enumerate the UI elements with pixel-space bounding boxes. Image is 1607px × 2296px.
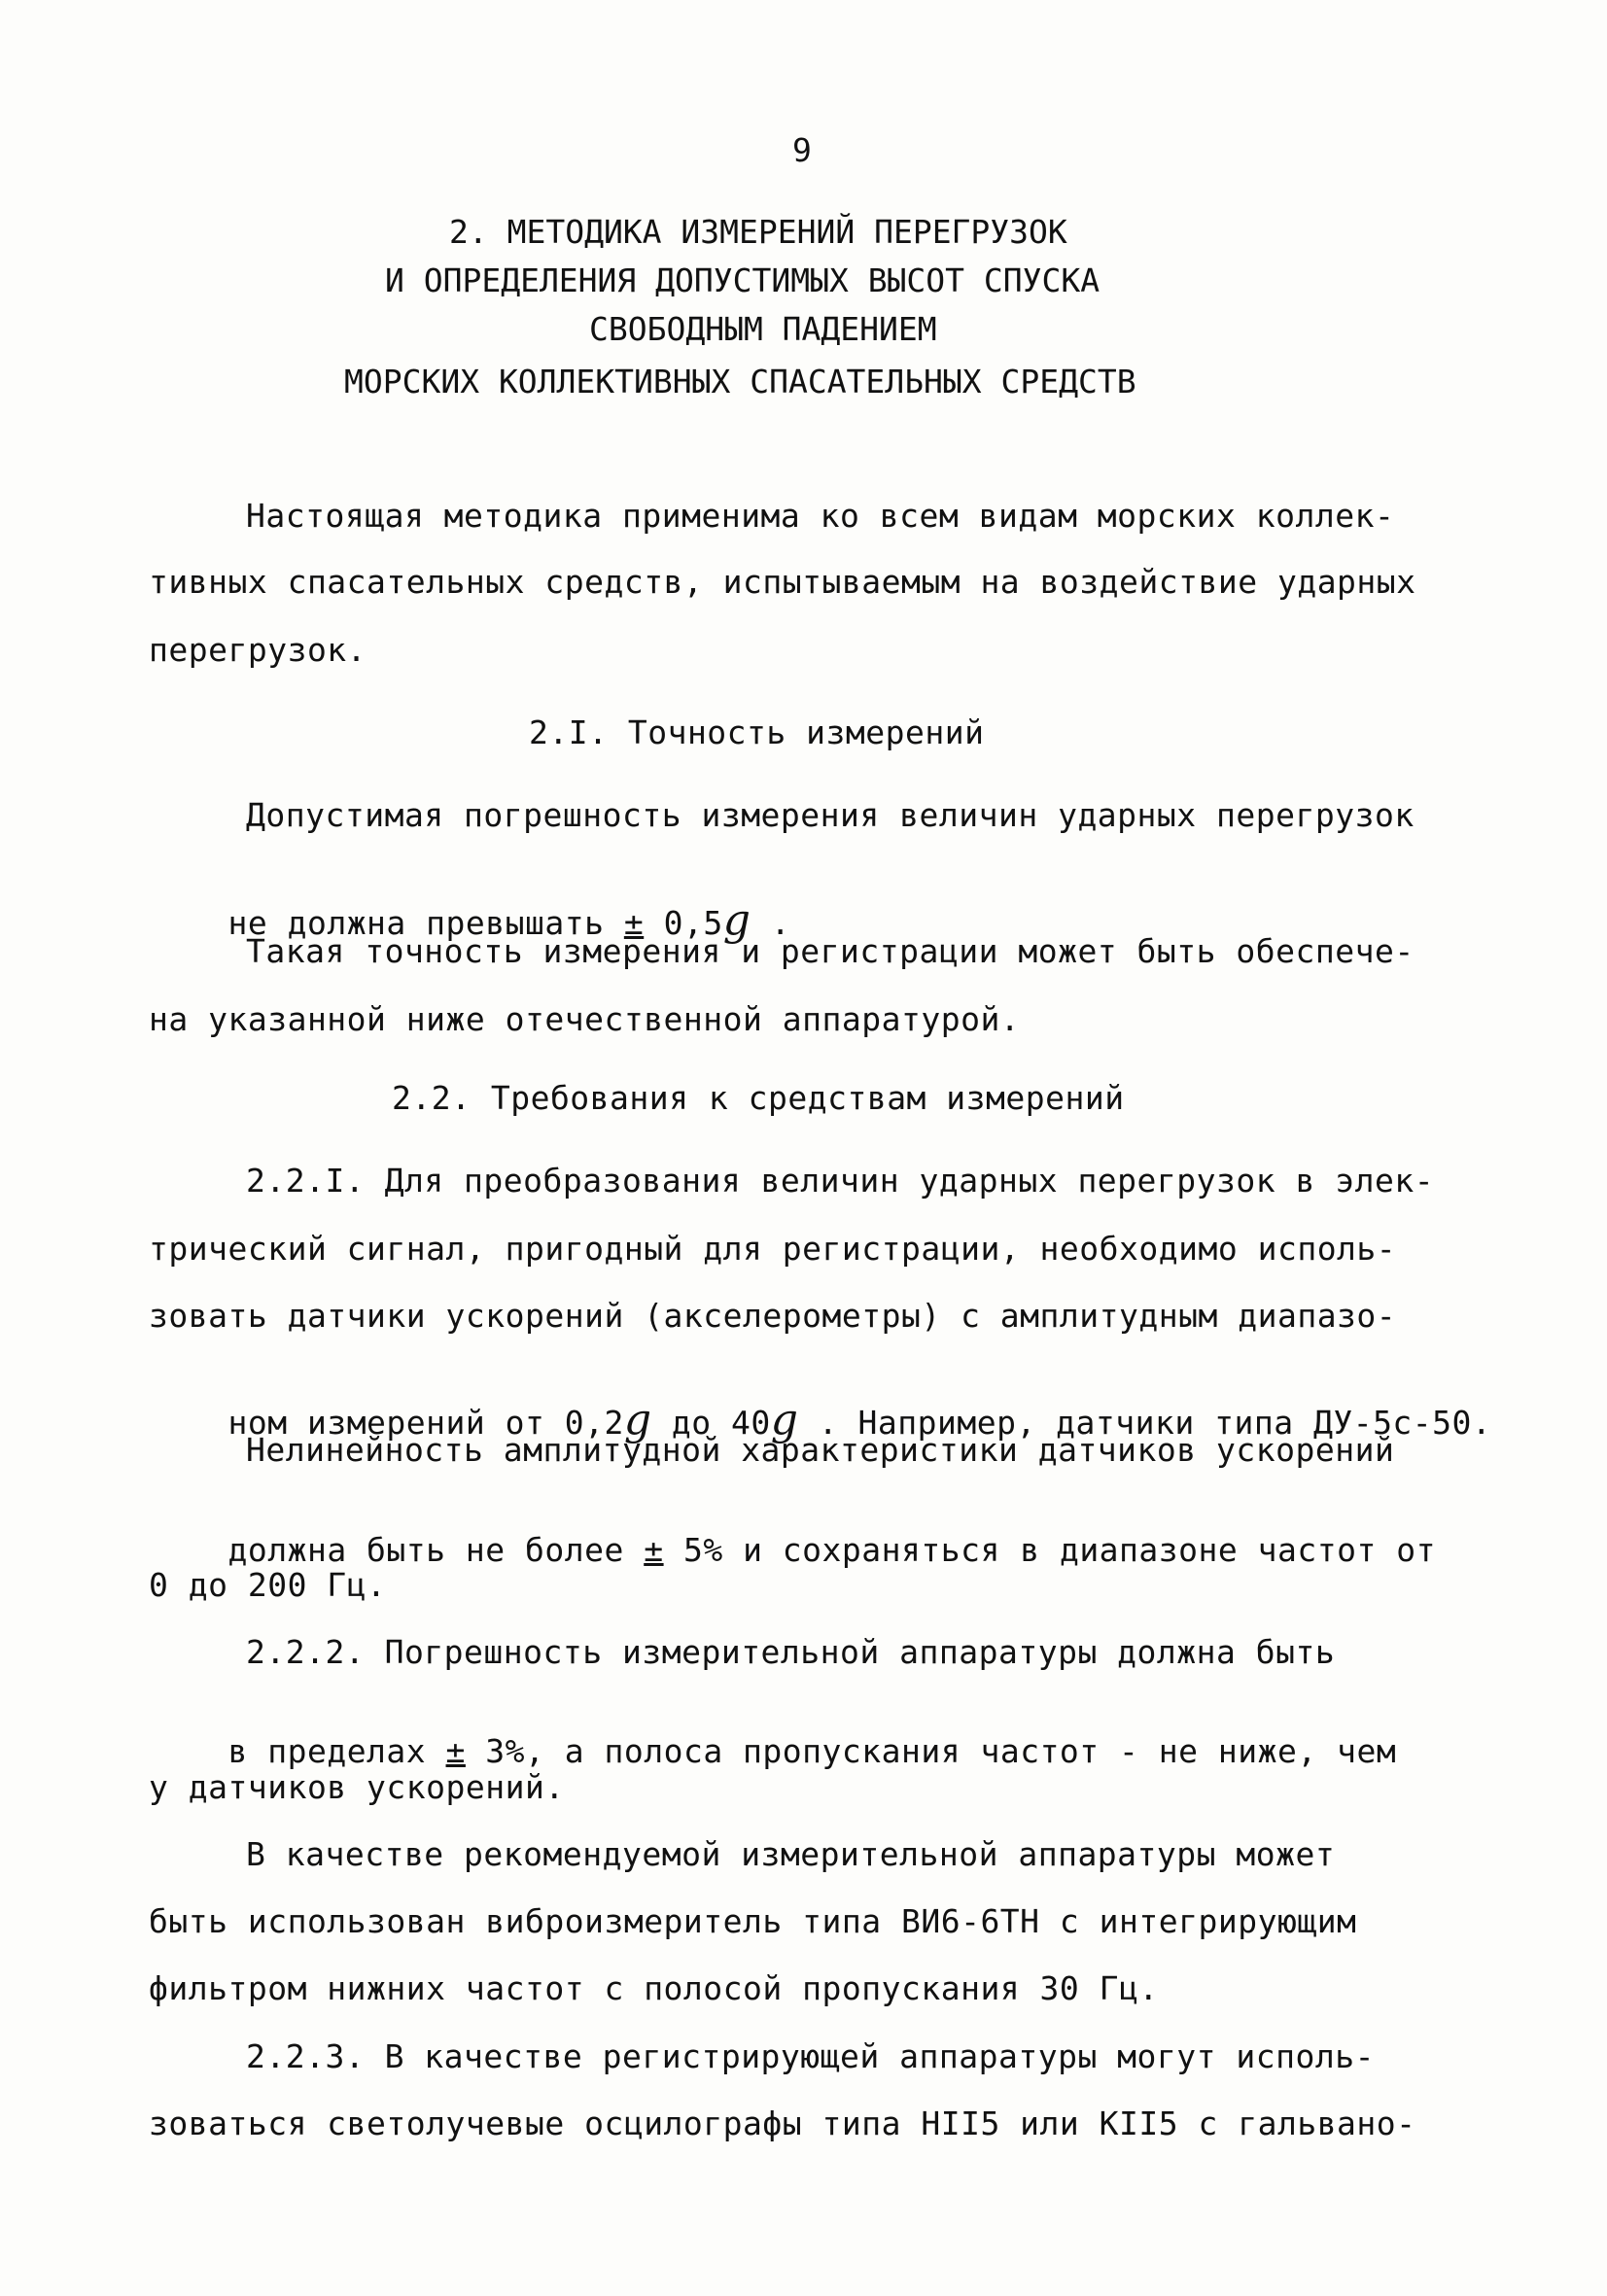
s22-p5-line-1: 2.2.3. В качестве регистрирующей аппаратуры могут исполь- xyxy=(246,2037,1375,2075)
s22-text: 3%, а полоса пропускания частот - не ниже, чем xyxy=(465,1732,1397,1770)
page-number: 9 xyxy=(792,131,813,169)
s22-text-a: ном измерений от 0,2 xyxy=(227,1404,624,1442)
s22-text: должна быть не более xyxy=(227,1531,645,1569)
plus-minus-sign: ± xyxy=(445,1732,466,1770)
section-2-1-title: 2.I. Точность измерений xyxy=(529,713,985,751)
g-unit: g xyxy=(770,1395,799,1444)
s22-p4-line-3: фильтром нижних частот с полосой пропускания 30 Гц. xyxy=(149,1969,1159,2007)
g-unit: g xyxy=(623,1395,652,1444)
s22-p4-line-1: В качестве рекомендуемой измерительной аппаратуры может xyxy=(246,1835,1336,1873)
s21-end: . xyxy=(751,904,791,942)
s22-p2-line-3: 0 до 200 Гц. xyxy=(149,1566,387,1604)
intro-line-3: перегрузок. xyxy=(149,631,367,669)
s22-p3-line-1: 2.2.2. Погрешность измерительной аппаратуры должна быть xyxy=(246,1633,1336,1671)
s22-p1-line-1: 2.2.I. Для преобразования величин ударных перегрузок в элек- xyxy=(246,1162,1435,1200)
s22-p1-line-3: зовать датчики ускорений (акселерометры) с амплитудным диапазо- xyxy=(149,1297,1397,1335)
s22-text: 5% и сохраняться в диапазоне частот от xyxy=(663,1531,1436,1569)
s22-p5-line-2: зоваться светолучевые осцилографы типа НII5 или КII5 с гальвано- xyxy=(149,2105,1416,2142)
s22-text: в пределах xyxy=(227,1732,446,1770)
heading-line-2: И ОПРЕДЕЛЕНИЯ ДОПУСТИМЫХ ВЫСОТ СПУСКА xyxy=(385,261,1100,299)
s22-p4-line-2: быть использован виброизмеритель типа ВИ6-6ТН с интегрирующим xyxy=(149,1902,1357,1940)
s21-p2-line-1: Такая точность измерения и регистрации может быть обеспече- xyxy=(246,932,1415,970)
s22-text-b: до 40 xyxy=(651,1404,771,1442)
g-unit: g xyxy=(722,895,751,945)
s21-p2-line-2: на указанной ниже отечественной аппаратурой. xyxy=(149,1000,1021,1038)
s21-text: не должна превышать xyxy=(227,904,624,942)
section-2-2-title: 2.2. Требования к средствам измерений xyxy=(392,1079,1125,1117)
heading-line-1: 2. МЕТОДИКА ИЗМЕРЕНИЙ ПЕРЕГРУЗОК xyxy=(449,213,1067,251)
s21-value: 0,5 xyxy=(644,904,723,942)
plus-minus-sign: ± xyxy=(644,1531,664,1569)
s22-text-c: . Например, датчики типа ДУ-5с-50. xyxy=(798,1404,1492,1442)
intro-line-1: Настоящая методика применима ко всем видам морских коллек- xyxy=(246,497,1395,535)
s22-p1-line-2: трический сигнал, пригодный для регистрации, необходимо исполь- xyxy=(149,1230,1397,1268)
s22-p2-line-1: Нелинейность амплитудной характеристики датчиков ускорений xyxy=(246,1431,1395,1469)
intro-line-2: тивных спасательных средств, испытываемым на воздействие ударных xyxy=(149,563,1416,601)
s22-p3-line-3: у датчиков ускорений. xyxy=(149,1768,565,1806)
heading-line-3: СВОБОДНЫМ ПАДЕНИЕМ xyxy=(589,310,937,348)
plus-minus-sign: ± xyxy=(623,904,645,942)
heading-line-4: МОРСКИХ КОЛЛЕКТИВНЫХ СПАСАТЕЛЬНЫХ СРЕДСТВ xyxy=(344,363,1136,400)
s21-p1-line-1: Допустимая погрешность измерения величин ударных перегрузок xyxy=(246,796,1415,834)
